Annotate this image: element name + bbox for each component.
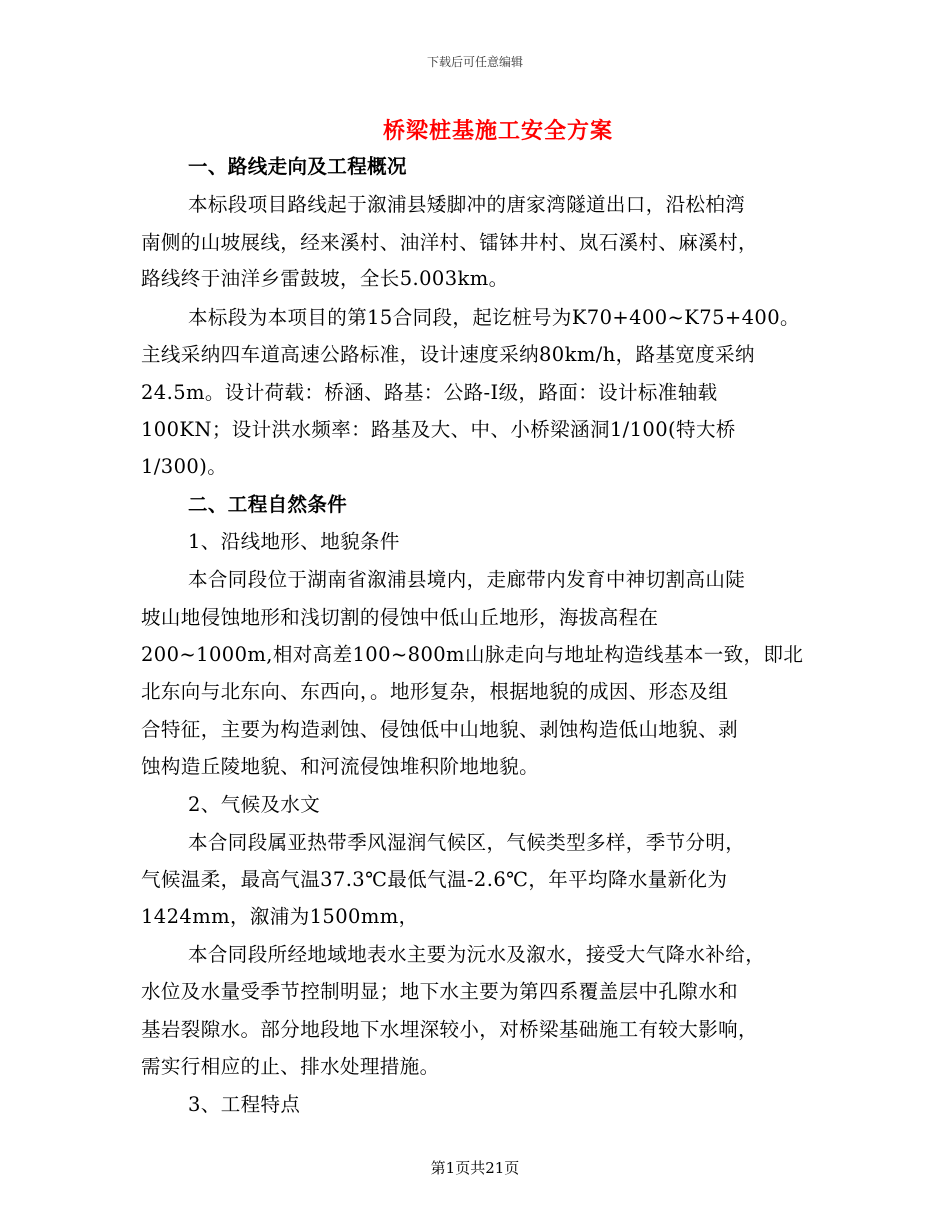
paragraph-line: 主线采纳四车道高速公路标准，设计速度采纳80km/h，路基宽度采纳 [141,343,755,366]
subsection-heading: 2、气候及水文 [188,793,321,816]
paragraph-line: 本合同段位于湖南省溆浦县境内，走廊带内发育中神切割高山陡 [188,568,746,591]
paragraph-line: 200~1000m,相对高差100~800m山脉走向与地址构造线基本一致，即北 [141,643,804,666]
paragraph-line: 气候温柔，最高气温37.3℃最低气温-2.6℃，年平均降水量新化为 [141,868,728,891]
paragraph-line: 基岩裂隙水。部分地段地下水埋深较小，对桥梁基础施工有较大影响， [141,1018,758,1041]
paragraph-line: 路线终于油洋乡雷鼓坡，全长5.003km。 [141,267,509,290]
subsection-heading: 1、沿线地形、地貌条件 [188,530,400,553]
paragraph-line: 合特征，主要为构造剥蚀、侵蚀低中山地貌、剥蚀构造低山地貌、剥 [141,718,739,741]
subsection-heading: 3、工程特点 [188,1093,301,1116]
section-heading-1: 一、路线走向及工程概况 [188,155,407,178]
paragraph-line: 本合同段所经地域地表水主要为沅水及溆水，接受大气降水补给， [188,943,766,966]
paragraph-line: 本合同段属亚热带季风湿润气候区，气候类型多样，季节分明， [188,831,746,854]
paragraph-line: 1/300)。 [141,455,228,478]
paragraph-line: 北东向与北东向、东西向，。地形复杂，根据地貌的成因、形态及组 [141,680,729,703]
page-footer-page-number: 第1页共21页 [430,1159,520,1177]
paragraph-line: 南侧的山坡展线，经来溪村、油洋村、镭钵井村、岚石溪村、麻溪村， [141,231,758,254]
section-heading-2: 二、工程自然条件 [188,493,348,516]
paragraph-line: 本标段项目路线起于溆浦县矮脚冲的唐家湾隧道出口，沿松柏湾 [188,193,746,216]
paragraph-line: 本标段为本项目的第15合同段，起讫桩号为K70+400~K75+400。 [188,306,800,329]
paragraph-line: 需实行相应的止、排水处理措施。 [141,1055,440,1078]
paragraph-line: 24.5m。设计荷载：桥涵、路基：公路-Ⅰ级，路面：设计标准轴载 [141,381,718,404]
paragraph-line: 1424mm，溆浦为1500mm， [141,905,419,928]
page-header-note: 下载后可任意编辑 [426,55,523,69]
paragraph-line: 水位及水量受季节控制明显；地下水主要为第四系覆盖层中孔隙水和 [141,980,739,1003]
paragraph-line: 坡山地侵蚀地形和浅切割的侵蚀中低山丘地形，海拔高程在 [141,606,659,629]
paragraph-line: 100KN；设计洪水频率：路基及大、中、小桥梁涵洞1/100(特大桥 [141,418,736,441]
paragraph-line: 蚀构造丘陵地貌、和河流侵蚀堆积阶地地貌。 [141,755,540,778]
document-title: 桥梁桩基施工安全方案 [382,118,613,144]
